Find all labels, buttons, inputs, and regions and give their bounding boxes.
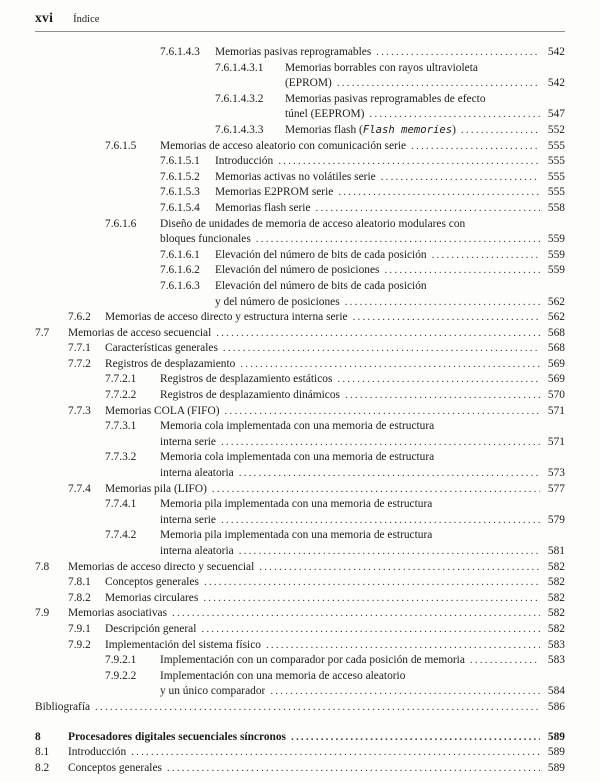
toc-entry-title: Introducción	[215, 155, 274, 168]
toc-entry-page: 582	[547, 622, 565, 635]
toc-entry-page: 571	[547, 435, 565, 448]
toc-entry-number: 7.8.1	[68, 576, 91, 589]
toc-entry-page: 555	[547, 170, 565, 183]
dot-leader	[353, 310, 540, 326]
toc-entry-title	[285, 123, 456, 139]
toc-entry-number: 7.9.2	[68, 638, 91, 651]
toc-entry-number: 7.6.1.6.2	[160, 264, 200, 277]
toc-entry-number: 7.7.4	[68, 482, 91, 495]
toc-entry-title: Memorias borrables con rayos ultravioleta	[285, 61, 478, 74]
toc-entry-number: 7.8.2	[68, 591, 91, 604]
dot-leader	[337, 76, 540, 92]
toc-entry-page: 577	[547, 482, 565, 495]
toc-entry-title: Memorias flash serie	[215, 201, 311, 214]
toc-entry-page: 582	[547, 591, 565, 604]
toc-entry-line	[35, 653, 565, 669]
toc-entry-number: 7.7.2.1	[105, 373, 137, 386]
toc-entry-number: 7.6.1.6	[105, 217, 137, 230]
toc-entry-line	[35, 170, 565, 186]
toc-entry-title: Memoria pila implementada con una memoria de estructura	[160, 498, 433, 511]
toc-entry-page: 555	[547, 155, 565, 168]
toc-entry-page: 589	[547, 730, 565, 743]
toc-entry-number: 7.9	[35, 607, 50, 620]
dot-leader	[201, 622, 540, 638]
toc-entry-number: 7.6.1.4.3.3	[215, 123, 264, 136]
toc-entry-line	[35, 76, 565, 92]
toc-entry-line	[35, 419, 565, 435]
dot-leader	[461, 123, 540, 139]
toc-entry-title: interna aleatoria	[160, 467, 234, 480]
toc-entry-number: 7.7.3.1	[105, 420, 137, 433]
toc-entry-line	[35, 669, 565, 685]
toc-entry-line	[35, 279, 565, 295]
toc-entry-title: y del número de posiciones	[215, 295, 340, 308]
dot-leader	[338, 185, 540, 201]
toc-entry-title: Memorias activas no volátiles serie	[215, 170, 376, 183]
toc-entry-title: Implementación del sistema físico	[105, 638, 261, 651]
dot-leader	[266, 638, 540, 654]
dot-leader	[167, 761, 540, 777]
toc-entry-line	[35, 591, 565, 607]
toc-entry-number: 7.6.2	[68, 311, 91, 324]
toc-entry-number: 7.8	[35, 560, 50, 573]
toc-entry-line	[35, 606, 565, 622]
dot-leader	[381, 170, 540, 186]
toc-entry-line	[35, 684, 565, 700]
toc-entry-number: 7.7.3.2	[105, 451, 137, 464]
dot-leader	[259, 560, 540, 576]
toc-entry-number: 8.1	[35, 746, 50, 759]
toc-entry-number: 7.7.1	[68, 342, 91, 355]
dot-leader	[384, 263, 540, 279]
toc-entry-number: 7.7.2	[68, 357, 91, 370]
toc-entry-title: Memorias circulares	[105, 591, 199, 604]
toc-entry-line	[35, 92, 565, 108]
toc-entry-line	[35, 730, 565, 746]
toc-entry-number: 7.7.4.2	[105, 529, 137, 542]
toc-entry-title: interna serie	[160, 435, 216, 448]
toc-entry-page: 582	[547, 576, 565, 589]
toc-entry-page: 568	[547, 326, 565, 339]
dot-leader	[345, 388, 540, 404]
dot-leader	[203, 591, 540, 607]
toc-entry-line	[35, 528, 565, 544]
dot-leader	[221, 513, 540, 529]
toc-entry-page: 552	[547, 123, 565, 136]
toc-entry-line	[35, 310, 565, 326]
toc-entry-line	[35, 466, 565, 482]
toc-entry-title: Implementación con una memoria de acceso aleatorio	[160, 669, 406, 682]
dot-leader	[223, 341, 540, 357]
dot-leader	[239, 544, 540, 560]
toc-entry-page: 581	[547, 545, 565, 557]
folio-page-number: xvi	[35, 10, 54, 25]
toc-entry-number: 7.9.2.2	[105, 669, 137, 682]
toc-entry-line	[35, 482, 565, 498]
toc-entry-title: Memoria cola implementada con una memoria de estructura	[160, 451, 435, 464]
toc-entry-title: túnel (EEPROM)	[285, 108, 365, 121]
toc-entry-number: 7.6.1.4.3.2	[215, 92, 264, 105]
toc-entry-number: 7.6.1.4.3.1	[215, 61, 264, 74]
toc-entry-page: 559	[547, 248, 565, 261]
toc-entry-page: 569	[547, 357, 565, 370]
dot-leader	[221, 435, 540, 451]
dot-leader	[131, 745, 540, 761]
toc-entry-number: 7.6.1.5.3	[160, 186, 200, 199]
toc-entry-title: Memorias pasivas reprogramables	[215, 46, 372, 58]
toc-entry-page: 589	[547, 761, 565, 774]
toc-entry-line	[35, 745, 565, 761]
dot-leader	[204, 575, 540, 591]
toc-entry-number: 7.7	[35, 326, 50, 339]
toc-entry-page: 569	[547, 373, 565, 386]
toc-entry-title: Conceptos generales	[105, 576, 199, 589]
toc-entry-line	[35, 388, 565, 404]
toc-entry-line	[35, 700, 565, 716]
toc-entry-page: 559	[547, 233, 565, 246]
dot-leader	[376, 45, 540, 61]
toc-entry-title: Registros de desplazamiento	[105, 357, 236, 370]
toc-entry-line	[35, 217, 565, 233]
toc-entry-line	[35, 61, 565, 77]
toc-entry-page: 573	[547, 467, 565, 480]
toc-entry-page: 571	[547, 404, 565, 417]
toc-entry-page: 555	[547, 186, 565, 199]
toc-entry-line	[35, 45, 565, 61]
toc-title-segment-italic: Flash memories	[362, 123, 453, 136]
toc-entry-page: 582	[547, 560, 565, 573]
toc-entry-title: Bibliografía	[35, 700, 91, 713]
dot-leader	[172, 606, 540, 622]
toc-entry-number: 8	[35, 730, 41, 743]
toc-entry-page: 542	[547, 46, 565, 58]
toc-entry-line	[35, 185, 565, 201]
toc-entry-title: Elevación del número de bits de cada posición	[215, 279, 427, 292]
toc-entry-page: 583	[547, 654, 565, 667]
toc-entry-line	[35, 575, 565, 591]
toc-entry-line	[35, 357, 565, 373]
toc-entry-page: 547	[547, 108, 565, 121]
toc-entry-title: Registros de desplazamiento dinámicos	[160, 389, 340, 402]
toc-entry-number: 7.6.1.6.1	[160, 248, 200, 261]
toc-entry-line	[35, 622, 565, 638]
toc-entry-page: 542	[547, 77, 565, 90]
dot-leader	[337, 372, 540, 388]
toc-entry-number: 8.2	[35, 761, 50, 774]
toc-entry-line	[35, 497, 565, 513]
toc-entry-title: interna aleatoria	[160, 545, 234, 557]
toc-entry-page: 555	[547, 139, 565, 152]
dot-leader	[432, 248, 540, 264]
toc-entry-number: 7.9.2.1	[105, 654, 137, 667]
dot-leader	[225, 404, 540, 420]
toc-entry-line	[35, 435, 565, 451]
toc-entry-line	[35, 232, 565, 248]
toc-entry-title: Introducción	[68, 746, 127, 759]
toc-title-segment: )	[452, 123, 456, 136]
toc-entry-title: (EPROM)	[285, 77, 332, 90]
toc-entry-title: Descripción general	[105, 622, 197, 635]
dot-leader	[291, 730, 540, 746]
toc-entry-page: 583	[547, 638, 565, 651]
dot-leader	[411, 139, 540, 155]
toc-entry-title: Conceptos generales	[68, 761, 162, 774]
dot-leader	[316, 201, 540, 217]
toc-entry-number: 7.7.2.2	[105, 389, 137, 402]
page-header	[35, 10, 565, 26]
toc-entry-title: y un único comparador	[160, 685, 266, 698]
toc-entry-line	[35, 326, 565, 342]
toc-entry-page: 562	[547, 295, 565, 308]
toc-entry-line	[35, 560, 565, 576]
dot-leader	[216, 326, 540, 342]
dot-leader	[240, 357, 540, 373]
toc-entry-number: 7.9.1	[68, 622, 91, 635]
toc-entry-number: 7.6.1.5.2	[160, 170, 200, 183]
toc-entry-line	[35, 263, 565, 279]
toc-entry-title: Memorias asociativas	[68, 607, 168, 620]
toc-entry-line	[35, 295, 565, 311]
toc-entry-line	[35, 450, 565, 466]
toc-entry-page: 562	[547, 311, 565, 324]
toc-entry-number: 7.6.1.5	[105, 139, 137, 152]
toc-entry-line	[35, 638, 565, 654]
toc-entry-page: 558	[547, 201, 565, 214]
toc-entry-title: Memorias pila (LIFO)	[105, 482, 207, 495]
toc-entry-title: bloques funcionales	[160, 233, 251, 246]
toc-title-segment: Memorias flash (	[285, 123, 363, 136]
toc-entry-line	[35, 761, 565, 777]
dot-leader	[95, 700, 540, 716]
toc-entry-page: 584	[547, 685, 565, 698]
toc-entry-title: Memorias E2PROM serie	[215, 186, 334, 199]
toc-entry-line	[35, 341, 565, 357]
dot-leader	[470, 653, 540, 669]
toc-entry-title: Elevación del número de posiciones	[215, 264, 380, 277]
toc-entry-page: 582	[547, 607, 565, 620]
header-rule	[35, 31, 565, 32]
toc-entry-title: Procesadores digitales secuenciales síncronos	[68, 730, 286, 743]
toc-entry-line	[35, 201, 565, 217]
toc-entry-line	[35, 107, 565, 123]
toc-entry-title: Memorias de acceso directo y estructura interna serie	[105, 311, 348, 324]
toc-entry-line	[35, 123, 565, 139]
toc-list	[35, 45, 565, 776]
toc-entry-line	[35, 513, 565, 529]
toc-entry-page: 579	[547, 513, 565, 526]
toc-entry-number: 7.7.4.1	[105, 498, 137, 511]
dot-leader	[345, 295, 540, 311]
toc-entry-line	[35, 248, 565, 264]
dot-leader	[278, 154, 540, 170]
toc-entry-line	[35, 154, 565, 170]
running-title: Índice	[73, 14, 100, 25]
toc-entry-title: Memorias COLA (FIFO)	[105, 404, 220, 417]
toc-entry-title: Implementación con un comparador por cada posición de memoria	[160, 654, 465, 667]
toc-entry-title: Características generales	[105, 342, 218, 355]
toc-entry-line	[35, 372, 565, 388]
toc-entry-page: 589	[547, 746, 565, 759]
toc-entry-page: 570	[547, 389, 565, 402]
dot-leader	[239, 466, 540, 482]
toc-entry-title: Diseño de unidades de memoria de acceso aleatorio modulares con	[160, 217, 466, 230]
toc-entry-title: Memorias de acceso secuencial	[68, 326, 212, 339]
dot-leader	[270, 684, 540, 700]
toc-entry-number: 7.6.1.5.4	[160, 201, 200, 214]
toc-entry-number: 7.6.1.5.1	[160, 155, 200, 168]
toc-entry-title: Memorias pasivas reprogramables de efecto	[285, 92, 486, 105]
toc-entry-title: Memorias de acceso directo y secuencial	[68, 560, 255, 573]
toc-entry-number: 7.6.1.6.3	[160, 279, 200, 292]
toc-entry-title: Registros de desplazamiento estáticos	[160, 373, 333, 386]
dot-leader	[369, 107, 540, 123]
toc-entry-line	[35, 544, 565, 560]
toc-entry-page: 586	[547, 700, 565, 713]
dot-leader	[256, 232, 540, 248]
toc-entry-title: Memorias de acceso aleatorio con comunicación serie	[160, 139, 407, 152]
toc-entry-page: 559	[547, 264, 565, 277]
toc-entry-number: 7.6.1.4.3	[160, 46, 200, 58]
toc-entry-number: 7.7.3	[68, 404, 91, 417]
toc-entry-title: Memoria pila implementada con una memoria de estructura	[160, 529, 433, 542]
toc-entry-line	[35, 139, 565, 155]
dot-leader	[212, 482, 540, 498]
toc-entry-title: interna serie	[160, 513, 216, 526]
toc-entry-title: Memoria cola implementada con una memoria de estructura	[160, 420, 435, 433]
toc-entry-title: Elevación del número de bits de cada posición	[215, 248, 427, 261]
toc-entry-page: 568	[547, 342, 565, 355]
toc-entry-line	[35, 404, 565, 420]
